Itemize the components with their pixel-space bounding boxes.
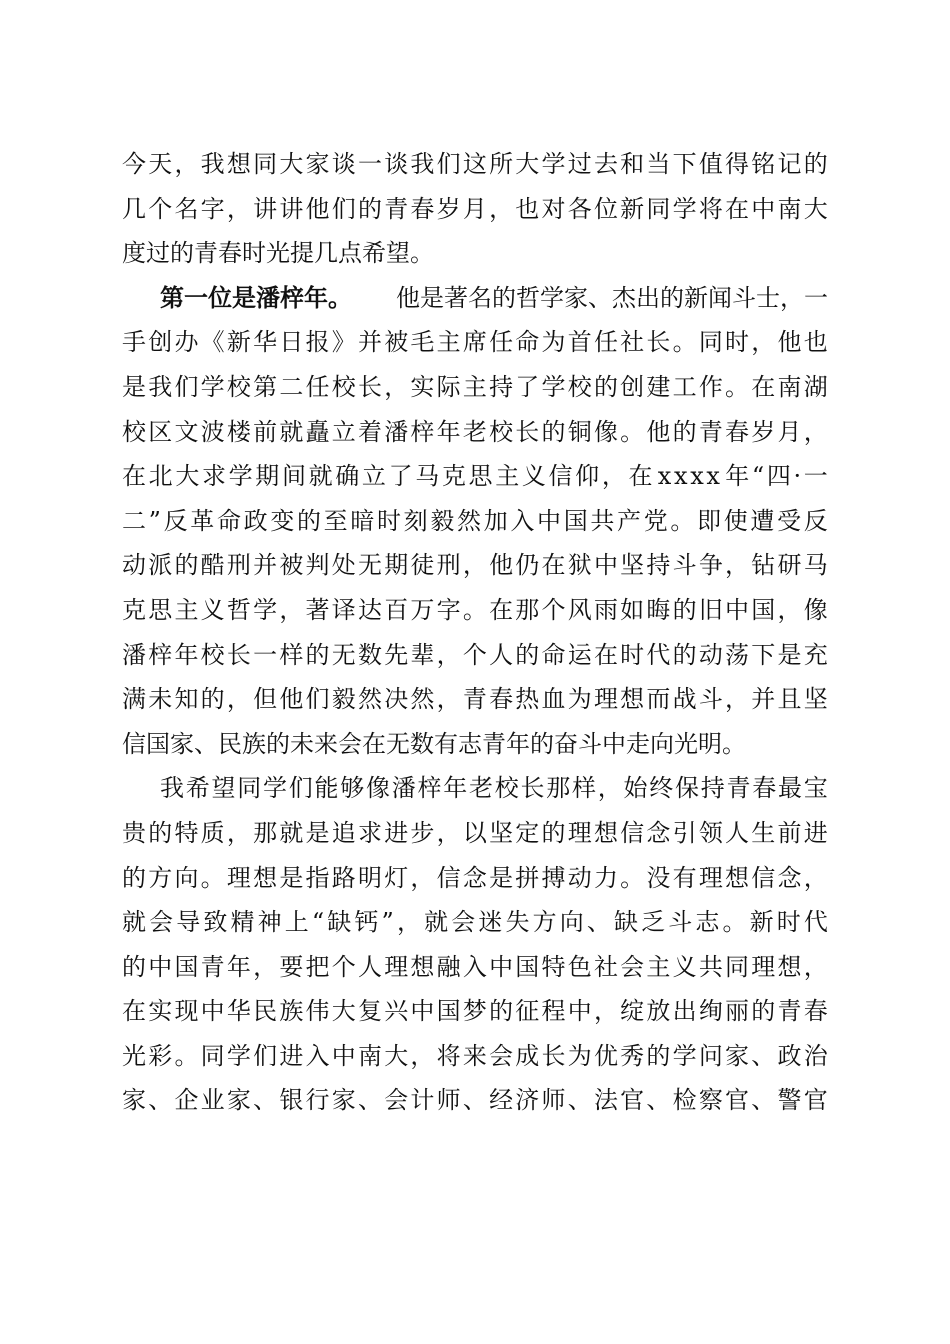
paragraph-1-line-1: 今 天 ， 我 想 同 大 家 谈 一 谈 我 们 这 所 大 学 过 去 和 当 下 值 得 铭 记 的 xyxy=(122,150,828,178)
paragraph-3-line-3: 的 方 向 。 理 想 是 指 路 明 灯 ， 信 念 是 拼 搏 动 力 。 没 有 理 想 信 念 ， xyxy=(122,863,828,892)
paragraph-2-line-11: 信国家、民族的未来会在无数有志青年的奋斗中走向光明。 xyxy=(122,729,746,758)
paragraph-2-line-6: 二 ” 反 革 命 政 变 的 至 暗 时 刻 毅 然 加 入 中 国 共 产 党 。 即 使 遭 受 反 xyxy=(122,506,828,535)
paragraph-3-line-7: 光 彩 。 同 学 们 进 入 中 南 大 ， 将 来 会 成 长 为 优 秀 的 学 问 家 、 政 治 xyxy=(122,1041,828,1070)
paragraph-3-line-2: 贵 的 特 质 ， 那 就 是 追 求 进 步 ， 以 坚 定 的 理 想 信 念 引 领 人 生 前 进 xyxy=(122,818,828,847)
paragraph-3-line-8: 家 、 企 业 家 、 银 行 家 、 会 计 师 、 经 济 师 、 法 官 、 检 察 官 、 警 官 xyxy=(122,1086,828,1115)
paragraph-3-line-6: 在 实 现 中 华 民 族 伟 大 复 兴 中 国 梦 的 征 程 中 ， 绽 放 出 绚 丽 的 青 春 xyxy=(122,997,828,1026)
paragraph-3-line-5: 的 中 国 青 年 ， 要 把 个 人 理 想 融 入 中 国 特 色 社 会 主 义 共 同 理 想 ， xyxy=(122,952,828,981)
paragraph-2-line-7: 动 派 的 酷 刑 并 被 判 处 无 期 徒 刑 ， 他 仍 在 狱 中 坚 持 斗 争 ， 钻 研 马 xyxy=(122,551,828,580)
paragraph-2-line-3: 是 我 们 学 校 第 二 任 校 长 ， 实 际 主 持 了 学 校 的 创 建 工 作 。 在 南 湖 xyxy=(122,372,828,401)
paragraph-3-line-4: 就 会 导 致 精 神 上 “ 缺 钙 ” ， 就 会 迷 失 方 向 、 缺 乏 斗 志 。 新 时 代 xyxy=(122,908,828,937)
paragraph-2-line-8: 克 思 主 义 哲 学 ， 著 译 达 百 万 字 。 在 那 个 风 雨 如 晦 的 旧 中 国 ， 像 xyxy=(122,595,828,624)
paragraph-2-line-2: 手 创 办 《 新 华 日 报 》 并 被 毛 主 席 任 命 为 首 任 社 长 。 同 时 ， 他 也 xyxy=(122,328,828,357)
paragraph-2-line-9: 潘 梓 年 校 长 一 样 的 无 数 先 辈 ， 个 人 的 命 运 在 时 代 的 动 荡 下 是 充 xyxy=(122,640,828,669)
paragraph-1-line-2: 几 个 名 字 ， 讲 讲 他 们 的 青 春 岁 月 ， 也 对 各 位 新 同 学 将 在 中 南 大 xyxy=(122,194,828,223)
paragraph-2-lead-text: 他是著名的哲学家、杰出的新闻斗士，一 xyxy=(396,283,828,312)
paragraph-1-line-3: 度过的青春时光提几点希望。 xyxy=(122,239,434,268)
paragraph-2-line-10: 满 未 知 的 ， 但 他 们 毅 然 决 然 ， 青 春 热 血 为 理 想 而 战 斗 ， 并 且 坚 xyxy=(122,685,828,714)
paragraph-2-line-4: 校 区 文 波 楼 前 就 矗 立 着 潘 梓 年 老 校 长 的 铜 像 。 他 的 青 春 岁 月 ， xyxy=(122,417,828,446)
document-body xyxy=(122,142,828,1123)
paragraph-2-line-1 xyxy=(122,276,828,321)
paragraph-3-line-1: 我 希 望 同 学 们 能 够 像 潘 梓 年 老 校 长 那 样 ， 始 终 保 持 青 春 最 宝 xyxy=(160,774,828,803)
paragraph-2-line-5: 在 北 大 求 学 期 间 就 确 立 了 马 克 思 主 义 信 仰 ， 在 x x x x 年 “ 四 · 一 xyxy=(122,462,828,491)
paragraph-2-heading: 第一位是潘梓年。 xyxy=(160,282,352,312)
